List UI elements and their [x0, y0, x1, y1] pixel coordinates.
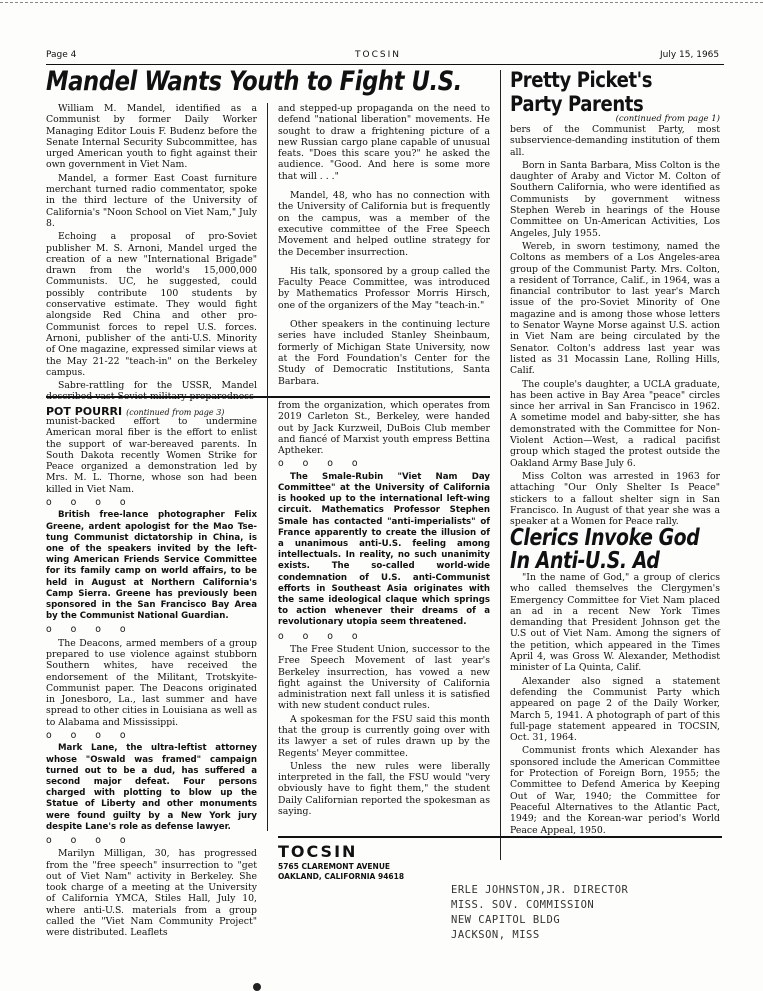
potpourri-item: The Smale-Rubin "Viet Nam Day Committee" at the University of California is hooked up to the international left-wing circuit. Mathematics Professor Stephen Smale has contacted "anti-imperialists" of France apparently to create the illusion of a unanimous anti-U.S. feeling among intellectuals. In reality, no such unanimity exists. The so-called world-wide condemnation of U.S. anti-Communist efforts in Southeast Asia originates with the same ideological claque which springs to action whenever their dreams of a revolutionary utopia seem threatened.: [278, 471, 490, 628]
page-edge-dashed-line: [0, 2, 763, 3]
mailing-label-line2: MISS. SOV. COMMISSION: [451, 899, 595, 911]
potpourri-continued: (continued from page 3): [126, 408, 225, 417]
clerics-paragraph: "In the name of God," a group of clerics who called themselves the Clergymen's Emergency Committee for Viet Nam placed an ad in a recent New York Times demanding that President Johnson get the U.S out of Viet Nam. Among the signers of the petition, which appeared in the Times April 4, was Gross W. Alexander, Methodist minister of La Quinta, Calif.: [510, 572, 720, 674]
potpourri-item: Unless the new rules were liberally interpreted in the fall, the FSU would "very obviously have to fight them," the student Daily Californian reported the spokesman as saying.: [278, 760, 490, 818]
potpourri-item: British free-lance photographer Felix Greene, ardent apologist for the Mao Tse-tung Communist dictatorship in China, is one of the speakers invited by the left-wing American Friends Service Committee for its family camp on world affairs, to be held in August at Northern California's Camp Sierra. Greene has previously been sponsored in the San Francisco Bay Area by the Communist National Guardian.: [46, 510, 257, 622]
mandel-paragraph: Mandel, a former East Coast furniture merchant turned radio commentator, spoke in the third lecture of the University of California's "Noon School on Viet Nam," July 8.: [46, 172, 257, 229]
masthead-name: TOCSIN: [278, 842, 358, 861]
mailing-label-line3: NEW CAPITOL BLDG: [451, 914, 561, 926]
mandel-paragraph: and stepped-up propaganda on the need to defend "national liberation" movements. He sought to draw a frightening picture of a new Russian cargo plane capable of unusual feats. "Does this scare you?" he asked the audience. "Good. And here is some more that will . . .": [278, 103, 490, 182]
picket-paragraph: The couple's daughter, a UCLA graduate, has been active in Bay Area "peace" circles since her arrival in San Francisco in 1962. A sometime model and baby-sitter, she has demonstrated with the Committee for Non-Violent Action—West, a radical pacifist group which staged the protest outside the Oakland Army Base July 6.: [510, 378, 720, 469]
masthead-address-street: 5765 CLAREMONT AVENUE: [278, 862, 391, 871]
page-number: Page 4: [46, 50, 77, 60]
picket-column: [510, 124, 720, 528]
masthead-rule: [278, 836, 722, 838]
mandel-headline: Mandel Wants Youth to Fight U.S.: [46, 66, 462, 97]
item-separator: o o o o: [46, 497, 134, 509]
picket-headline-line1: Pretty Picket's: [510, 68, 653, 92]
picket-headline-line2: Party Parents: [510, 92, 644, 116]
picket-paragraph: Miss Colton was arrested in 1963 for attaching "Our Only Shelter Is Peace" stickers to a fallout shelter sign in San Francisco. In August of that year she was a speaker at a Women for Peace rally.: [510, 470, 720, 528]
mandel-paragraph: Echoing a proposal of pro-Soviet publisher M. S. Arnoni, Mandel urged the creation of a new "International Brigade" drawn from the world's 15,000,000 Communists. UC, he suggested, could possibly contribute 100 students by conservative estimate. They would fight alongside Red China and other pro-Communist forces to repel U.S. forces. Arnoni, publisher of the anti-U.S. Minority of One magazine, expressed similar views at the May 21-22 "teach-in" on the Berkeley campus.: [46, 231, 257, 378]
picket-paragraph: Wereb, in sworn testimony, named the Coltons as members of a Los Angeles-area group of the Communist Party. Mrs. Colton, a resident of Torrance, Calif., in 1964, was a financial contributor to last year's March issue of the pro-Soviet Minority of One magazine and is among those whose letters to Senator Wayne Morse against U.S. action in Viet Nam are being circulated by the Senator. Colton's address last year was listed as 31 Mocassin Lane, Rolling Hills, Calif.: [510, 240, 720, 377]
header-rule: [46, 64, 724, 65]
potpourri-item: A spokesman for the FSU said this month that the group is currently going over with its lawyer a set of rules drawn up by the Regents' Meyer committee.: [278, 713, 490, 759]
mandel-paragraph: Other speakers in the continuing lecture series have included Stanley Sheinbaum, formerly of Michigan State University, now at the Ford Foundation's Center for the Study of Democratic Institutions, Santa Barbara.: [278, 319, 490, 387]
potpourri-title-row: [46, 400, 257, 418]
picket-paragraph: Born in Santa Barbara, Miss Colton is the daughter of Araby and Victor M. Colton of Southern California, who were identified as Communists by government witness Stephen Wereb in hearings of the House Committee on Un-American Activities, Los Angeles, July 1955.: [510, 159, 720, 239]
potpourri-item: The Free Student Union, successor to the Free Speech Movement of last year's Berkeley insurrection, has vowed a new fight against the University of California administration next fall unless it is satisfied with new student conduct rules.: [278, 643, 490, 712]
clerics-headline-line2: In Anti-U.S. Ad: [510, 548, 660, 574]
item-separator: o o o o: [46, 730, 134, 742]
mandel-paragraph: Sabre-rattling for the USSR, Mandel described vast Soviet military preparedness: [46, 380, 257, 403]
picket-continued: (continued from page 1): [615, 114, 720, 124]
mandel-paragraph: His talk, sponsored by a group called the Faculty Peace Committee, was introduced by Mathematics Professor Morris Hirsch, one of the organizers of the May "teach-in.": [278, 265, 490, 311]
picket-paragraph: bers of the Communist Party, most subservience-demanding institution of them all.: [510, 124, 720, 158]
punch-hole-mark: [253, 983, 261, 991]
item-separator: o o o o: [46, 835, 134, 846]
column-divider-right: [500, 70, 501, 860]
potpourri-item: The Deacons, armed members of a group prepared to use violence against stubborn Southern whites, have received the endorsement of the Militant, Trotskyite-Communist paper. The Deacons originated in Jonesboro, La., last summer and have spread to other cities in Louisiana as well as to Alabama and Mississippi.: [46, 637, 257, 728]
item-separator: o o o o: [46, 624, 134, 636]
item-separator: o o o o: [278, 630, 366, 642]
mandel-column-right: [278, 103, 490, 393]
column-divider: [267, 103, 268, 831]
header-masthead: TOCSIN: [355, 50, 401, 60]
mandel-paragraph: Mandel, 48, who has no connection with the University of California but is frequently on the campus, was a member of the executive committee of the Free Speech Movement and helped outline strategy for the December insurrection.: [278, 190, 490, 258]
clerics-column: [510, 572, 720, 862]
mailing-label-line4: JACKSON, MISS: [451, 929, 540, 941]
potpourri-column-1: [46, 416, 257, 986]
clerics-paragraph: Communist fronts which Alexander has sponsored include the American Committee for Protection of Foreign Born, 1955; the Committee to Defend America by Keeping Out of War, 1940; the Committee for Peaceful Alternatives to the Atlantic Pact, 1949; and the Korean-war period's World Peace Appeal, 1950.: [510, 745, 720, 836]
potpourri-column-2: [278, 400, 490, 832]
mandel-paragraph: William M. Mandel, identified as a Communist by former Daily Worker Managing Editor Louis F. Budenz before the Senate Internal Security Subcommittee, has urged American youth to fight against their own government in Viet Nam.: [46, 103, 257, 171]
potpourri-item: Marilyn Milligan, 30, has progressed from the "free speech" insurrection to "get out of Viet Nam" activity in Berkeley. She took charge of a meeting at the University of California YMCA, Stiles Hall, July 10, where anti-U.S. materials from a group called the "Viet Nam Community Project" were distributed. Leaflets: [46, 848, 257, 939]
masthead-address-city: OAKLAND, CALIFORNIA 94618: [278, 872, 405, 881]
potpourri-item: munist-backed effort to undermine American moral fiber is the effort to enlist the support of war-bereaved parents. In South Dakota recently Women Strike for Peace organized a demonstration led by Mrs. M. L. Thorne, whose son had been killed in Viet Nam.: [46, 416, 257, 495]
potpourri-top-rule: [46, 396, 490, 398]
potpourri-title: POT POURRI: [46, 405, 123, 418]
potpourri-item: from the organization, which operates from 2019 Carleton St., Berkeley, were handed out by Jack Kurzweil, DuBois Club member and fiancé of Marxist youth empress Bettina Aptheker.: [278, 400, 490, 457]
mailing-label-line1: ERLE JOHNSTON,JR. DIRECTOR: [451, 884, 629, 896]
item-separator: o o o o: [278, 458, 366, 470]
clerics-headline-line1: Clerics Invoke God: [510, 525, 700, 551]
issue-date: July 15, 1965: [660, 50, 720, 60]
potpourri-item: Mark Lane, the ultra-leftist attorney whose "Oswald was framed" campaign turned out to be a dud, has suffered a second major defeat. Four persons charged with plotting to blow up the Statue of Liberty and other monuments were found guilty by a New York jury despite Lane's role as defense lawyer.: [46, 743, 257, 832]
clerics-paragraph: Alexander also signed a statement defending the Communist Party which appeared on page 2 of the Daily Worker, March 5, 1941. A photograph of part of this full-page statement appeared in TOCSIN, Oct. 31, 1964.: [510, 675, 720, 744]
mandel-column-left: [46, 103, 257, 403]
